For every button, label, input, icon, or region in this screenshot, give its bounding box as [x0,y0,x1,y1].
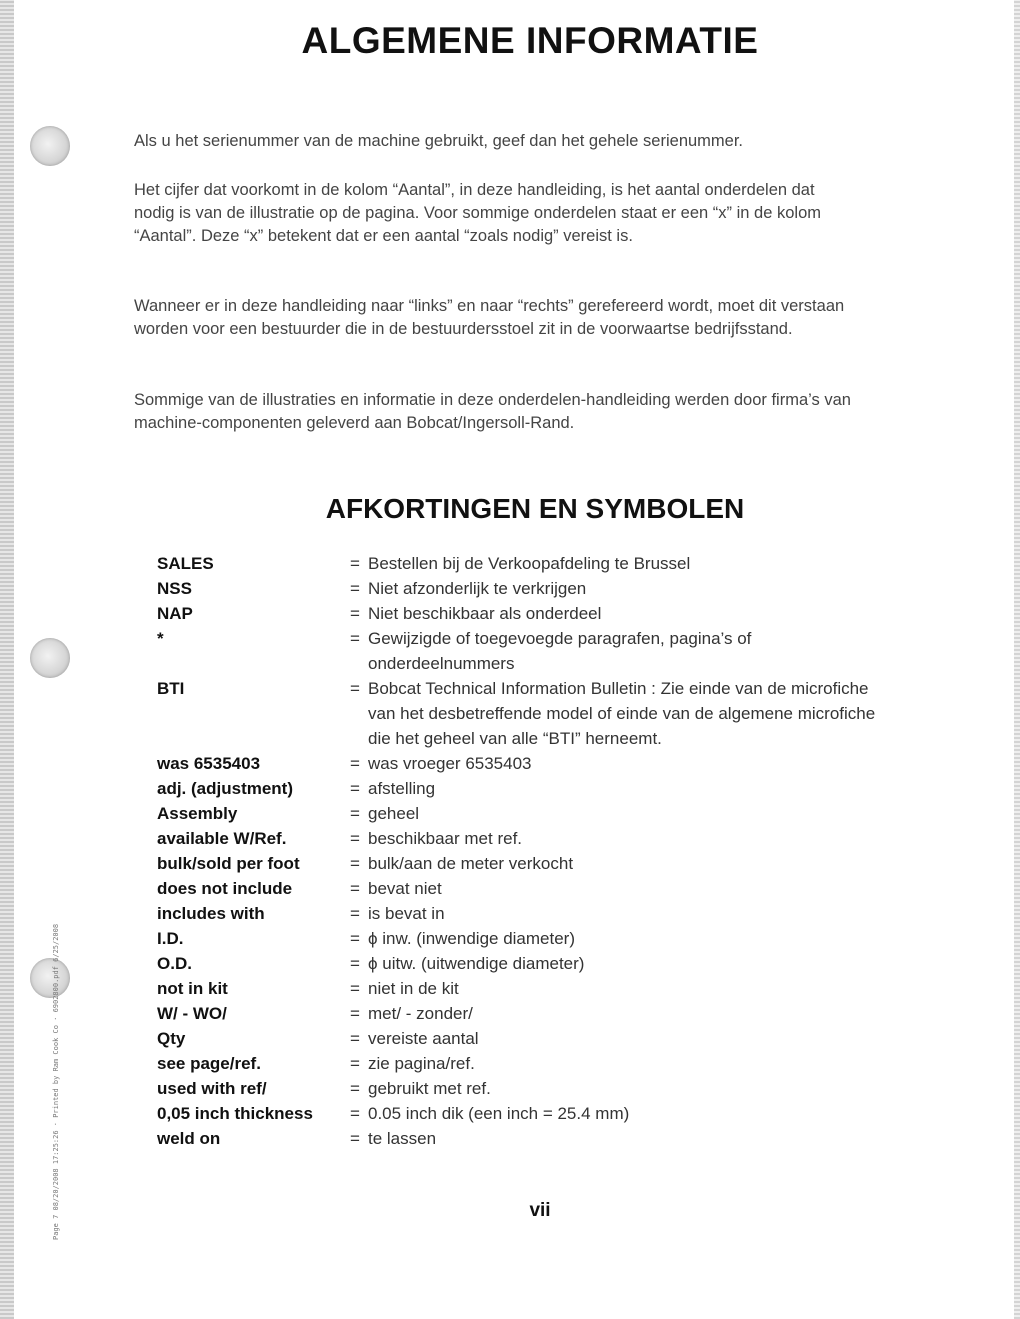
punch-hole-top [30,126,70,166]
abbreviation-row [157,626,917,676]
abbreviation-definition [350,926,910,951]
abbreviation-term: BTI [157,679,185,698]
paragraph-illustrations: Sommige van de illustraties en informatie in deze onderdelen-handleiding werden door firma’s van machine-componenten geleverd aan Bobcat/Ingersoll-Rand. [134,391,851,432]
equals-sign: = [350,904,360,923]
equals-sign: = [350,604,360,623]
equals-sign: = [350,679,360,698]
scan-edge-left [0,0,14,1319]
equals-sign: = [350,804,360,823]
abbreviation-definition [350,1001,910,1026]
definition-text: geheel [368,804,420,823]
abbreviation-term: used with ref/ [157,1079,267,1098]
abbreviation-term: available W/Ref. [157,829,287,848]
abbreviation-term: I.D. [157,929,184,948]
paragraph-serial-number: Als u het serienummer van de machine gebruikt, geef dan het gehele serienummer. [134,132,744,150]
paragraph-quantity-column: Het cijfer dat voorkomt in de kolom “Aantal”, in deze handleiding, is het aantal onderdelen dat nodig is van de illustratie op de pagina. Voor sommige onderdelen staat er een “x” in de kolom “Aantal”. Deze “x” betekent dat er een aantal “zoals nodig” vereist is. [134,181,821,245]
definition-text: vereiste aantal [368,1029,479,1048]
definition-text: zie pagina/ref. [368,1054,475,1073]
definition-text: Niet beschikbaar als onderdeel [368,604,602,623]
abbreviation-row [157,951,917,976]
abbreviation-definition [350,976,910,1001]
abbreviation-row [157,976,917,1001]
abbreviation-row [157,576,917,601]
definition-text: was vroeger 6535403 [368,754,532,773]
abbreviation-term: NSS [157,579,192,598]
abbreviation-term: adj. (adjustment) [157,779,294,798]
definition-text: niet in de kit [368,979,459,998]
equals-sign: = [350,1079,360,1098]
equals-sign: = [350,954,360,973]
definition-text: Bobcat Technical Information Bulletin : Zie einde van de microfiche van het desbetreffende model of einde van de algemene microfiche die het geheel van alle “BTI” herneemt. [368,679,876,748]
abbreviation-definition [350,1101,910,1126]
definition-text: beschikbaar met ref. [368,829,523,848]
definition-text: ϕ uitw. (uitwendige diameter) [368,954,585,973]
abbreviation-row [157,851,917,876]
punch-hole-middle [30,638,70,678]
page-number: vii [529,1200,551,1221]
punch-hole-bottom [30,958,70,998]
abbreviation-definition [350,826,910,851]
abbreviation-definition [350,951,910,976]
abbreviation-definition [350,1051,910,1076]
abbreviation-definition [350,676,910,751]
definition-text: te lassen [368,1129,437,1148]
abbreviation-definition [350,751,910,776]
abbreviation-definition [350,901,910,926]
definition-text: Niet afzonderlijk te verkrijgen [368,579,587,598]
abbreviation-row [157,1101,917,1126]
abbreviation-row [157,926,917,951]
equals-sign: = [350,979,360,998]
definition-text: Bestellen bij de Verkoopafdeling te Brussel [368,554,691,573]
abbreviation-definition [350,851,910,876]
abbreviation-term: see page/ref. [157,1054,261,1073]
abbreviation-definition [350,1126,910,1151]
abbreviation-row [157,1001,917,1026]
abbreviation-term: W/ - WO/ [157,1004,227,1023]
abbreviation-term: O.D. [157,954,192,973]
abbreviation-term: was 6535403 [157,754,261,773]
abbreviation-term: SALES [157,554,214,573]
abbreviation-term: includes with [157,904,265,923]
abbreviation-definition [350,801,910,826]
abbreviation-definition [350,626,910,676]
abbreviation-term: does not include [157,879,293,898]
equals-sign: = [350,754,360,773]
abbreviation-row [157,901,917,926]
abbreviation-definition [350,776,910,801]
equals-sign: = [350,1029,360,1048]
definition-text: bevat niet [368,879,442,898]
definition-text: gebruikt met ref. [368,1079,491,1098]
abbreviation-row [157,876,917,901]
abbreviation-definition [350,551,910,576]
definition-text: ϕ inw. (inwendige diameter) [368,929,576,948]
abbreviation-term: Assembly [157,804,238,823]
equals-sign: = [350,879,360,898]
abbreviation-definition [350,576,910,601]
definition-text: bulk/aan de meter verkocht [368,854,574,873]
equals-sign: = [350,629,360,648]
abbreviation-row [157,826,917,851]
abbreviation-definition [350,1076,910,1101]
equals-sign: = [350,1129,360,1148]
equals-sign: = [350,1104,360,1123]
equals-sign: = [350,579,360,598]
abbreviations-list [157,551,917,1151]
abbreviation-row [157,801,917,826]
abbreviation-row [157,1026,917,1051]
abbreviation-definition [350,601,910,626]
abbreviation-row [157,1126,917,1151]
page-title: ALGEMENE INFORMATIE [301,20,759,61]
equals-sign: = [350,854,360,873]
abbreviation-term: Qty [157,1029,186,1048]
equals-sign: = [350,1054,360,1073]
abbreviation-row [157,1051,917,1076]
fax-margin-note: Page 7 08/20/2008 17:25:26 · Printed by Ram Cook Co · 6902800.pdf 6/25/2008 [52,923,60,1240]
equals-sign: = [350,779,360,798]
definition-text: Gewijzigde of toegevoegde paragrafen, pagina’s of onderdeelnummers [368,629,752,673]
abbreviation-row [157,551,917,576]
paragraph-left-right: Wanneer er in deze handleiding naar “links” en naar “rechts” gerefereerd wordt, moet dit verstaan worden voor een bestuurder die in de bestuurdersstoel zit in de voorwaartse bedrijfsstand. [134,297,845,338]
definition-text: met/ - zonder/ [368,1004,473,1023]
abbreviation-term: 0,05 inch thickness [157,1104,313,1123]
abbreviation-term: not in kit [157,979,228,998]
abbreviation-row [157,601,917,626]
abbreviation-row [157,1076,917,1101]
abbreviation-row [157,776,917,801]
abbreviation-definition [350,876,910,901]
definition-text: is bevat in [368,904,445,923]
equals-sign: = [350,929,360,948]
section-title-abbreviations: AFKORTINGEN EN SYMBOLEN [325,493,745,524]
abbreviation-definition [350,1026,910,1051]
scan-edge-right [1014,0,1020,1319]
abbreviation-row [157,676,917,751]
abbreviation-row [157,751,917,776]
abbreviation-term: weld on [157,1129,221,1148]
abbreviation-term: * [157,629,164,648]
abbreviation-term: bulk/sold per foot [157,854,300,873]
equals-sign: = [350,829,360,848]
definition-text: 0.05 inch dik (een inch = 25.4 mm) [368,1104,630,1123]
definition-text: afstelling [368,779,436,798]
equals-sign: = [350,1004,360,1023]
equals-sign: = [350,554,360,573]
abbreviation-term: NAP [157,604,193,623]
